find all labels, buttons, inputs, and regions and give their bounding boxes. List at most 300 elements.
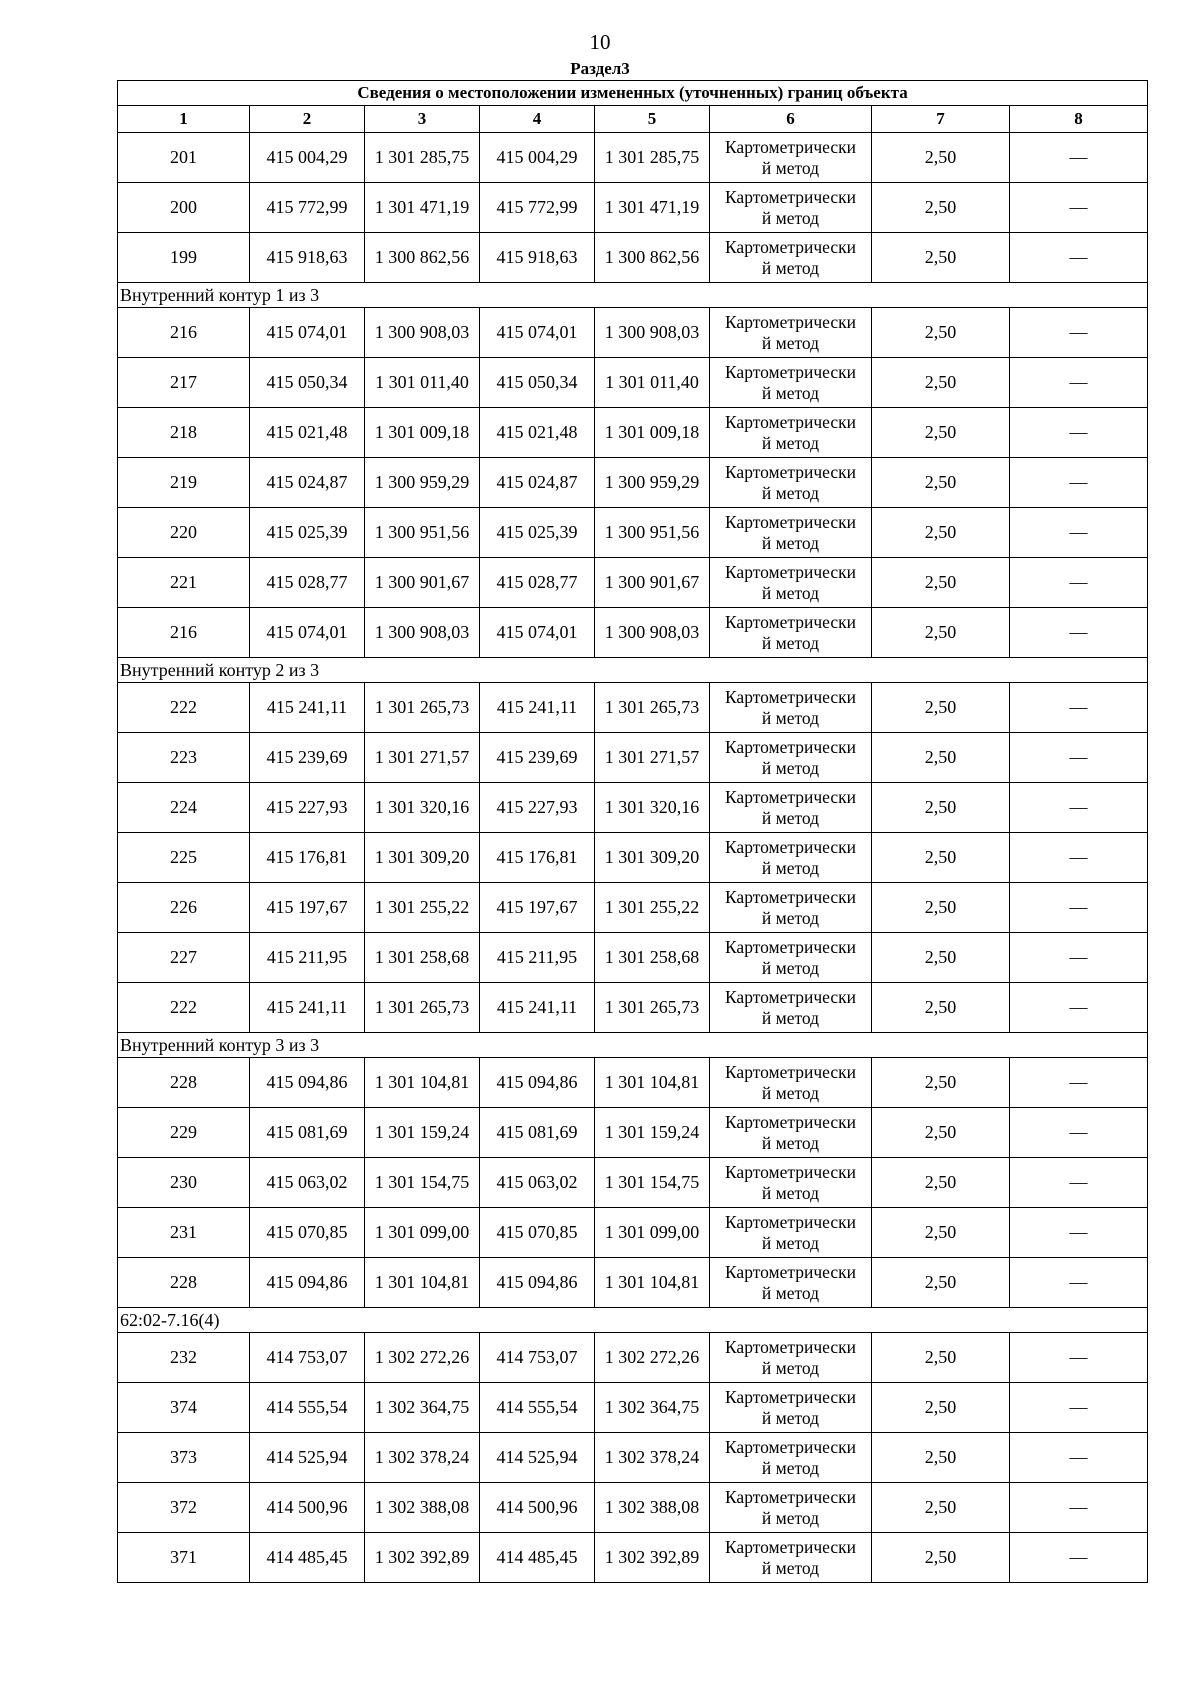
point-number-cell: 217 xyxy=(118,358,250,408)
x-old-cell: 414 525,94 xyxy=(250,1433,365,1483)
method-line-2: й метод xyxy=(761,482,820,503)
y-old-cell: 1 301 154,75 xyxy=(365,1158,480,1208)
column-header-row xyxy=(118,106,1148,133)
x-old-cell: 415 094,86 xyxy=(250,1258,365,1308)
point-number-cell: 374 xyxy=(118,1383,250,1433)
table-row xyxy=(118,1333,1148,1383)
method-cell xyxy=(710,1483,872,1533)
accuracy-cell: 2,50 xyxy=(872,1108,1010,1158)
x-old-cell: 415 176,81 xyxy=(250,833,365,883)
accuracy-cell: 2,50 xyxy=(872,683,1010,733)
x-new-cell: 415 918,63 xyxy=(480,233,595,283)
contour-header-row xyxy=(118,658,1148,683)
contour-label: 62:02-7.16(4) xyxy=(118,1308,1148,1333)
y-old-cell: 1 302 272,26 xyxy=(365,1333,480,1383)
x-new-cell: 415 227,93 xyxy=(480,783,595,833)
method-line-2: й метод xyxy=(761,707,820,728)
method-line-1: Картометрически xyxy=(724,1211,857,1232)
method-line-1: Картометрически xyxy=(724,1111,857,1132)
description-cell: — xyxy=(1010,133,1148,183)
point-number-cell: 221 xyxy=(118,558,250,608)
method-line-1: Картометрически xyxy=(724,461,857,482)
description-cell: — xyxy=(1010,183,1148,233)
description-cell: — xyxy=(1010,233,1148,283)
accuracy-cell: 2,50 xyxy=(872,458,1010,508)
point-number-cell: 223 xyxy=(118,733,250,783)
y-old-cell: 1 301 320,16 xyxy=(365,783,480,833)
method-line-1: Картометрически xyxy=(724,361,857,382)
method-line-1: Картометрически xyxy=(724,736,857,757)
column-header-4: 4 xyxy=(480,106,595,133)
point-number-cell: 232 xyxy=(118,1333,250,1383)
table-row xyxy=(118,1258,1148,1308)
method-cell xyxy=(710,833,872,883)
x-new-cell: 415 211,95 xyxy=(480,933,595,983)
method-cell xyxy=(710,783,872,833)
method-line-2: й метод xyxy=(761,1407,820,1428)
point-number-cell: 225 xyxy=(118,833,250,883)
column-header-1: 1 xyxy=(118,106,250,133)
table-row xyxy=(118,1208,1148,1258)
column-header-2: 2 xyxy=(250,106,365,133)
y-new-cell: 1 301 255,22 xyxy=(595,883,710,933)
x-old-cell: 415 211,95 xyxy=(250,933,365,983)
table-row xyxy=(118,883,1148,933)
method-cell xyxy=(710,233,872,283)
accuracy-cell: 2,50 xyxy=(872,733,1010,783)
table-row xyxy=(118,1533,1148,1583)
table-row xyxy=(118,133,1148,183)
y-new-cell: 1 301 309,20 xyxy=(595,833,710,883)
y-old-cell: 1 301 265,73 xyxy=(365,983,480,1033)
x-old-cell: 415 028,77 xyxy=(250,558,365,608)
table-row xyxy=(118,183,1148,233)
method-cell xyxy=(710,1208,872,1258)
method-line-1: Картометрически xyxy=(724,986,857,1007)
method-line-1: Картометрически xyxy=(724,1486,857,1507)
method-cell xyxy=(710,883,872,933)
x-old-cell: 415 024,87 xyxy=(250,458,365,508)
method-cell xyxy=(710,983,872,1033)
accuracy-cell: 2,50 xyxy=(872,508,1010,558)
x-new-cell: 415 074,01 xyxy=(480,608,595,658)
x-old-cell: 415 074,01 xyxy=(250,608,365,658)
y-old-cell: 1 301 159,24 xyxy=(365,1108,480,1158)
description-cell: — xyxy=(1010,833,1148,883)
description-cell: — xyxy=(1010,733,1148,783)
x-new-cell: 415 081,69 xyxy=(480,1108,595,1158)
method-line-2: й метод xyxy=(761,1282,820,1303)
table-row xyxy=(118,1483,1148,1533)
x-new-cell: 414 500,96 xyxy=(480,1483,595,1533)
point-number-cell: 219 xyxy=(118,458,250,508)
method-cell xyxy=(710,458,872,508)
accuracy-cell: 2,50 xyxy=(872,1208,1010,1258)
x-new-cell: 415 024,87 xyxy=(480,458,595,508)
method-cell xyxy=(710,1333,872,1383)
accuracy-cell: 2,50 xyxy=(872,1383,1010,1433)
y-old-cell: 1 301 285,75 xyxy=(365,133,480,183)
method-cell xyxy=(710,1158,872,1208)
accuracy-cell: 2,50 xyxy=(872,233,1010,283)
y-new-cell: 1 301 104,81 xyxy=(595,1058,710,1108)
y-new-cell: 1 301 265,73 xyxy=(595,983,710,1033)
method-line-1: Картометрически xyxy=(724,886,857,907)
y-old-cell: 1 302 392,89 xyxy=(365,1533,480,1583)
description-cell: — xyxy=(1010,1158,1148,1208)
table-row xyxy=(118,1108,1148,1158)
x-old-cell: 415 021,48 xyxy=(250,408,365,458)
y-old-cell: 1 301 471,19 xyxy=(365,183,480,233)
method-line-1: Картометрически xyxy=(724,936,857,957)
accuracy-cell: 2,50 xyxy=(872,1483,1010,1533)
y-new-cell: 1 300 901,67 xyxy=(595,558,710,608)
description-cell: — xyxy=(1010,1383,1148,1433)
contour-header-row xyxy=(118,1308,1148,1333)
description-cell: — xyxy=(1010,1433,1148,1483)
description-cell: — xyxy=(1010,608,1148,658)
x-new-cell: 415 176,81 xyxy=(480,833,595,883)
table-row xyxy=(118,358,1148,408)
x-new-cell: 415 004,29 xyxy=(480,133,595,183)
table-row xyxy=(118,233,1148,283)
method-line-2: й метод xyxy=(761,532,820,553)
table-row xyxy=(118,733,1148,783)
x-new-cell: 415 239,69 xyxy=(480,733,595,783)
method-cell xyxy=(710,733,872,783)
method-cell xyxy=(710,308,872,358)
y-old-cell: 1 301 255,22 xyxy=(365,883,480,933)
description-cell: — xyxy=(1010,1533,1148,1583)
x-old-cell: 415 918,63 xyxy=(250,233,365,283)
x-new-cell: 415 070,85 xyxy=(480,1208,595,1258)
method-line-2: й метод xyxy=(761,1557,820,1578)
x-new-cell: 415 197,67 xyxy=(480,883,595,933)
description-cell: — xyxy=(1010,1108,1148,1158)
contour-label: Внутренний контур 3 из 3 xyxy=(118,1033,1148,1058)
contour-label: Внутренний контур 1 из 3 xyxy=(118,283,1148,308)
y-new-cell: 1 300 959,29 xyxy=(595,458,710,508)
table-row xyxy=(118,833,1148,883)
method-line-1: Картометрически xyxy=(724,1386,857,1407)
x-old-cell: 415 241,11 xyxy=(250,683,365,733)
accuracy-cell: 2,50 xyxy=(872,1158,1010,1208)
x-new-cell: 415 772,99 xyxy=(480,183,595,233)
x-old-cell: 415 197,67 xyxy=(250,883,365,933)
accuracy-cell: 2,50 xyxy=(872,183,1010,233)
y-new-cell: 1 302 272,26 xyxy=(595,1333,710,1383)
method-line-2: й метод xyxy=(761,1507,820,1528)
point-number-cell: 226 xyxy=(118,883,250,933)
method-cell xyxy=(710,1108,872,1158)
contour-header-row xyxy=(118,1033,1148,1058)
method-line-1: Картометрически xyxy=(724,786,857,807)
y-old-cell: 1 302 364,75 xyxy=(365,1383,480,1433)
x-old-cell: 415 094,86 xyxy=(250,1058,365,1108)
description-cell: — xyxy=(1010,308,1148,358)
accuracy-cell: 2,50 xyxy=(872,833,1010,883)
x-new-cell: 415 063,02 xyxy=(480,1158,595,1208)
section-title: Раздел3 xyxy=(570,59,630,78)
table-row xyxy=(118,783,1148,833)
method-line-2: й метод xyxy=(761,382,820,403)
column-header-3: 3 xyxy=(365,106,480,133)
method-cell xyxy=(710,608,872,658)
y-new-cell: 1 301 154,75 xyxy=(595,1158,710,1208)
method-line-1: Картометрически xyxy=(724,1336,857,1357)
column-header-7: 7 xyxy=(872,106,1010,133)
x-old-cell: 415 081,69 xyxy=(250,1108,365,1158)
method-line-2: й метод xyxy=(761,1132,820,1153)
y-new-cell: 1 302 364,75 xyxy=(595,1383,710,1433)
point-number-cell: 224 xyxy=(118,783,250,833)
accuracy-cell: 2,50 xyxy=(872,1433,1010,1483)
x-old-cell: 415 050,34 xyxy=(250,358,365,408)
x-new-cell: 414 753,07 xyxy=(480,1333,595,1383)
accuracy-cell: 2,50 xyxy=(872,308,1010,358)
accuracy-cell: 2,50 xyxy=(872,133,1010,183)
method-line-1: Картометрически xyxy=(724,1536,857,1557)
method-cell xyxy=(710,1058,872,1108)
method-line-1: Картометрически xyxy=(724,411,857,432)
table-row xyxy=(118,308,1148,358)
description-cell: — xyxy=(1010,358,1148,408)
point-number-cell: 222 xyxy=(118,683,250,733)
x-new-cell: 415 094,86 xyxy=(480,1058,595,1108)
point-number-cell: 222 xyxy=(118,983,250,1033)
method-line-1: Картометрически xyxy=(724,1061,857,1082)
x-old-cell: 414 485,45 xyxy=(250,1533,365,1583)
method-line-2: й метод xyxy=(761,582,820,603)
method-line-2: й метод xyxy=(761,207,820,228)
point-number-cell: 227 xyxy=(118,933,250,983)
x-old-cell: 415 241,11 xyxy=(250,983,365,1033)
description-cell: — xyxy=(1010,1258,1148,1308)
y-old-cell: 1 300 908,03 xyxy=(365,608,480,658)
accuracy-cell: 2,50 xyxy=(872,983,1010,1033)
x-new-cell: 415 021,48 xyxy=(480,408,595,458)
method-cell xyxy=(710,1433,872,1483)
description-cell: — xyxy=(1010,558,1148,608)
point-number-cell: 371 xyxy=(118,1533,250,1583)
table-body xyxy=(118,133,1148,1583)
method-line-2: й метод xyxy=(761,1357,820,1378)
x-new-cell: 414 525,94 xyxy=(480,1433,595,1483)
x-old-cell: 414 555,54 xyxy=(250,1383,365,1433)
table-row xyxy=(118,683,1148,733)
method-line-1: Картометрически xyxy=(724,1161,857,1182)
method-line-2: й метод xyxy=(761,957,820,978)
y-new-cell: 1 302 392,89 xyxy=(595,1533,710,1583)
y-new-cell: 1 301 285,75 xyxy=(595,133,710,183)
page-number: 10 xyxy=(589,30,611,54)
method-line-2: й метод xyxy=(761,1457,820,1478)
x-old-cell: 414 500,96 xyxy=(250,1483,365,1533)
y-old-cell: 1 301 099,00 xyxy=(365,1208,480,1258)
method-cell xyxy=(710,508,872,558)
method-cell xyxy=(710,1258,872,1308)
description-cell: — xyxy=(1010,1058,1148,1108)
y-old-cell: 1 301 009,18 xyxy=(365,408,480,458)
method-line-2: й метод xyxy=(761,257,820,278)
accuracy-cell: 2,50 xyxy=(872,883,1010,933)
method-line-2: й метод xyxy=(761,332,820,353)
y-old-cell: 1 301 258,68 xyxy=(365,933,480,983)
table-caption-row xyxy=(118,81,1148,106)
y-old-cell: 1 300 951,56 xyxy=(365,508,480,558)
coordinates-table xyxy=(117,80,1148,1583)
method-line-2: й метод xyxy=(761,1232,820,1253)
method-line-2: й метод xyxy=(761,1182,820,1203)
point-number-cell: 373 xyxy=(118,1433,250,1483)
x-old-cell: 415 063,02 xyxy=(250,1158,365,1208)
method-line-2: й метод xyxy=(761,907,820,928)
method-cell xyxy=(710,408,872,458)
point-number-cell: 230 xyxy=(118,1158,250,1208)
y-new-cell: 1 301 009,18 xyxy=(595,408,710,458)
y-new-cell: 1 301 104,81 xyxy=(595,1258,710,1308)
y-old-cell: 1 301 271,57 xyxy=(365,733,480,783)
method-line-1: Картометрически xyxy=(724,561,857,582)
y-new-cell: 1 300 951,56 xyxy=(595,508,710,558)
method-cell xyxy=(710,1383,872,1433)
x-new-cell: 414 555,54 xyxy=(480,1383,595,1433)
y-new-cell: 1 300 908,03 xyxy=(595,608,710,658)
x-old-cell: 415 074,01 xyxy=(250,308,365,358)
method-line-1: Картометрически xyxy=(724,836,857,857)
y-old-cell: 1 301 011,40 xyxy=(365,358,480,408)
x-old-cell: 415 227,93 xyxy=(250,783,365,833)
y-new-cell: 1 301 099,00 xyxy=(595,1208,710,1258)
accuracy-cell: 2,50 xyxy=(872,358,1010,408)
y-old-cell: 1 300 862,56 xyxy=(365,233,480,283)
table-row xyxy=(118,558,1148,608)
contour-header-row xyxy=(118,283,1148,308)
y-new-cell: 1 301 265,73 xyxy=(595,683,710,733)
table-row xyxy=(118,933,1148,983)
x-new-cell: 415 028,77 xyxy=(480,558,595,608)
column-header-5: 5 xyxy=(595,106,710,133)
x-old-cell: 415 070,85 xyxy=(250,1208,365,1258)
method-line-1: Картометрически xyxy=(724,186,857,207)
description-cell: — xyxy=(1010,1333,1148,1383)
y-new-cell: 1 301 320,16 xyxy=(595,783,710,833)
method-line-2: й метод xyxy=(761,157,820,178)
method-line-2: й метод xyxy=(761,632,820,653)
point-number-cell: 231 xyxy=(118,1208,250,1258)
method-cell xyxy=(710,1533,872,1583)
accuracy-cell: 2,50 xyxy=(872,608,1010,658)
point-number-cell: 228 xyxy=(118,1058,250,1108)
table-row xyxy=(118,408,1148,458)
y-old-cell: 1 301 104,81 xyxy=(365,1058,480,1108)
description-cell: — xyxy=(1010,983,1148,1033)
y-new-cell: 1 301 471,19 xyxy=(595,183,710,233)
x-old-cell: 415 025,39 xyxy=(250,508,365,558)
point-number-cell: 372 xyxy=(118,1483,250,1533)
method-line-2: й метод xyxy=(761,432,820,453)
x-new-cell: 415 094,86 xyxy=(480,1258,595,1308)
table-row xyxy=(118,983,1148,1033)
x-old-cell: 415 772,99 xyxy=(250,183,365,233)
table-row xyxy=(118,508,1148,558)
x-new-cell: 415 074,01 xyxy=(480,308,595,358)
description-cell: — xyxy=(1010,883,1148,933)
accuracy-cell: 2,50 xyxy=(872,933,1010,983)
description-cell: — xyxy=(1010,683,1148,733)
table-row xyxy=(118,458,1148,508)
accuracy-cell: 2,50 xyxy=(872,783,1010,833)
x-new-cell: 414 485,45 xyxy=(480,1533,595,1583)
y-old-cell: 1 301 309,20 xyxy=(365,833,480,883)
y-new-cell: 1 301 159,24 xyxy=(595,1108,710,1158)
description-cell: — xyxy=(1010,458,1148,508)
point-number-cell: 220 xyxy=(118,508,250,558)
method-cell xyxy=(710,133,872,183)
description-cell: — xyxy=(1010,1483,1148,1533)
table-row xyxy=(118,1383,1148,1433)
accuracy-cell: 2,50 xyxy=(872,1058,1010,1108)
method-line-2: й метод xyxy=(761,807,820,828)
description-cell: — xyxy=(1010,408,1148,458)
method-cell xyxy=(710,558,872,608)
method-line-2: й метод xyxy=(761,1007,820,1028)
y-new-cell: 1 302 378,24 xyxy=(595,1433,710,1483)
point-number-cell: 201 xyxy=(118,133,250,183)
method-line-1: Картометрически xyxy=(724,1436,857,1457)
column-header-8: 8 xyxy=(1010,106,1148,133)
method-cell xyxy=(710,933,872,983)
x-new-cell: 415 241,11 xyxy=(480,683,595,733)
y-old-cell: 1 302 378,24 xyxy=(365,1433,480,1483)
y-old-cell: 1 302 388,08 xyxy=(365,1483,480,1533)
accuracy-cell: 2,50 xyxy=(872,408,1010,458)
method-line-2: й метод xyxy=(761,857,820,878)
x-old-cell: 415 239,69 xyxy=(250,733,365,783)
x-new-cell: 415 025,39 xyxy=(480,508,595,558)
point-number-cell: 228 xyxy=(118,1258,250,1308)
method-line-1: Картометрически xyxy=(724,1261,857,1282)
description-cell: — xyxy=(1010,933,1148,983)
accuracy-cell: 2,50 xyxy=(872,1533,1010,1583)
method-cell xyxy=(710,358,872,408)
description-cell: — xyxy=(1010,1208,1148,1258)
point-number-cell: 199 xyxy=(118,233,250,283)
method-line-1: Картометрически xyxy=(724,311,857,332)
table-row xyxy=(118,1158,1148,1208)
method-line-2: й метод xyxy=(761,757,820,778)
x-old-cell: 414 753,07 xyxy=(250,1333,365,1383)
method-line-1: Картометрически xyxy=(724,686,857,707)
method-cell xyxy=(710,683,872,733)
point-number-cell: 216 xyxy=(118,608,250,658)
method-cell xyxy=(710,183,872,233)
y-old-cell: 1 301 265,73 xyxy=(365,683,480,733)
y-new-cell: 1 301 258,68 xyxy=(595,933,710,983)
accuracy-cell: 2,50 xyxy=(872,1333,1010,1383)
method-line-1: Картометрически xyxy=(724,236,857,257)
y-new-cell: 1 302 388,08 xyxy=(595,1483,710,1533)
y-new-cell: 1 301 271,57 xyxy=(595,733,710,783)
contour-label: Внутренний контур 2 из 3 xyxy=(118,658,1148,683)
method-line-1: Картометрически xyxy=(724,611,857,632)
column-header-6: 6 xyxy=(710,106,872,133)
table-row xyxy=(118,1058,1148,1108)
y-old-cell: 1 300 959,29 xyxy=(365,458,480,508)
x-new-cell: 415 241,11 xyxy=(480,983,595,1033)
x-new-cell: 415 050,34 xyxy=(480,358,595,408)
accuracy-cell: 2,50 xyxy=(872,558,1010,608)
